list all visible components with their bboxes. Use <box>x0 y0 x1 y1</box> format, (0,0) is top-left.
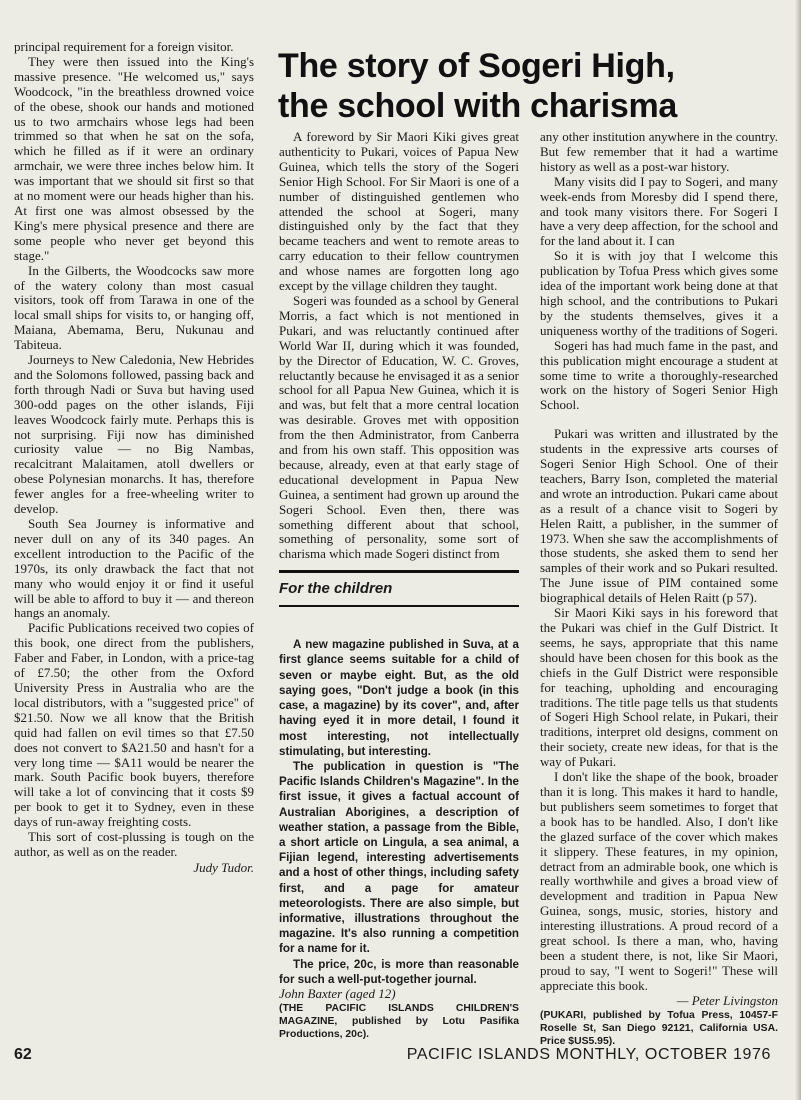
section-divider-bottom <box>279 605 519 607</box>
page-footer <box>14 1046 771 1066</box>
magazine-title: PACIFIC ISLANDS MONTHLY, OCTOBER 1976 <box>406 1046 771 1063</box>
paragraph: The publication in question is "The Pacific Islands Children's Magazine". In the first issue, it gives a factual account of Australian Aborigines, a description of weather station, a passage from the Bible, a short article on Lingula, a sea animal, a Fijian legend, interesting advertisements and a host of other things, including safety first, and a page for amateur meteorologists. There are also simple, but informative, illustrations throughout the magazine. It's also running a competition for a name for it. <box>279 759 519 956</box>
section-title: For the children <box>279 580 393 598</box>
paragraph: principal requirement for a foreign visitor. <box>14 39 234 54</box>
paragraph: any other institution anywhere in the country. But few remember that it had a wartime history as well as a post-war history. <box>540 129 778 174</box>
paragraph: Many visits did I pay to Sogeri, and many week-ends from Moresby did I spend there, and took many visitors there. For Sogeri I have a very deep affection, for the school and for the land about it. I can <box>540 173 778 249</box>
paragraph: South Sea Journey is informative and never dull on any of its 340 pages. An excellent introduction to the Pacific of the 1970s, its only drawback the fact that not many who would enjoy it or find it useful will be able to afford to buy it — and thereon hangs an anomaly. <box>14 516 254 621</box>
reviewer-name: John Baxter (aged 12) <box>279 985 396 1001</box>
paragraph: Sogeri was founded as a school by General Morris, a fact which is not mentioned in Pukari, and was reluctantly continued after World War II, during which it was founded, by the Director of Education, W. C. Groves, reluctantly because he envisaged it as a senior school for all Papua New Guinea, which it is and was, but felt that a more central location was desirable. Groves met with opposition from the then Administrator, from Canberra and from his own staff. This opposition was because, already, even at that early stage of educational development in Papua New Guinea, a sentiment had grown up around the Sogeri School. Even then, there was something different about that school, something of personality, some sort of charisma which made Sogeri distinct from <box>279 292 519 562</box>
page-number: 62 <box>14 1046 32 1063</box>
paragraph-gap <box>540 413 778 427</box>
paragraph: In the Gilberts, the Woodcocks saw more of the watery colony than most casual visitors, took off from Tarawa in one of the local small ships for visits to, or hanging off, Maiana, Abemama, Beru, Nukunau and Tabiteua. <box>14 262 254 353</box>
paragraph: So it is with joy that I welcome this publication by Tofua Press which gives some idea of the important work being done at that high school, and the contributions to Pukari by the students themselves, gives it a uniqueness worthy of the traditions of Sogeri. <box>540 248 778 338</box>
section-divider-top <box>279 570 519 573</box>
paragraph: Sogeri has had much fame in the past, and this publication might encourage a student at some time to write a thoroughly-researched work on the history of Sogeri Senior High School. <box>540 337 778 413</box>
headline-line-1: The story of Sogeri High, <box>278 47 675 85</box>
paragraph: I don't like the shape of the book, broader than it is long. This makes it hard to handle, but publishers seem sometimes to forget that a book has to be handled. Also, I don't like the glazed surface of the cover which makes it slippery. These features, in my opinion, detract from an admirable book, one which is really worthwhile and gives a broad view of development and tradition in Papua New Guinea, songs, music, stories, history and interesting illustrations. A proud record of a great school. Is there a man, who, having been a student there, is not, like Sir Maori, proud to say, "I went to Sogeri!" These will appreciate this book. <box>540 769 778 993</box>
reviewer-byline: — Peter Livingston <box>676 992 778 1008</box>
author-byline: Judy Tudor. <box>193 859 254 875</box>
paragraph: This sort of cost-plussing is tough on the author, as well as on the reader. <box>14 829 254 859</box>
column-right <box>540 130 778 1048</box>
paragraph: The price, 20c, is more than reasonable for such a well-put-together journal. <box>279 957 519 986</box>
paragraph: Pacific Publications received two copies of this book, one direct from the publishers, Faber and Faber, in London, with a price-tag of £7.50; the other from the Oxford University Press in Australia who are the local distributors, with a "suggested price" of $21.50. Now we all know that the British quid had fallen on evil times so that £7.50 does not convert to $A21.50 and hasn't for a very long time — $A11 would be nearer the mark. South Pacific book buyers, therefore will take a lot of convincing that it costs $9 per book to get it to Sydney, even in these days of run-away freighting costs. <box>14 620 254 830</box>
paragraph: Journeys to New Caledonia, New Hebrides and the Solomons followed, passing back and forth through Nadi or Suva but having used 300-odd pages on the other islands, Fiji leaves Woodcock fairly mute. Perhaps this is not surprising. Fiji now has diminished curiosity value — no Big Nambas, recalcitrant Malaitamen, atoll dwellers or obese Polynesian monarchs. It has, therefore fewer angles for a free-wheeling writer to develop. <box>14 352 254 517</box>
paragraph: They were then issued into the King's massive presence. "He welcomed us," says Woodcock, "in the breathless drowned voice of the obese, shook our hands and motioned us to two armchairs whose legs had been trimmed so that when he sat on the sofa, which he filled as if it were an ordinary armchair, we were three inches below him. It was important that we should sit first so that at no moment were our heads higher than his. At first one was almost obsessed by the King's mere physical presence and there are some people who never get beyond this stage." <box>14 53 254 263</box>
paragraph: A foreword by Sir Maori Kiki gives great authenticity to Pukari, voices of Papua New Guinea, which tells the story of the Sogeri Senior High School. For Sir Maori is one of a number of distinguished gentlemen who attended the school at Sogeri, many distinguished only by the fact that they became teachers and went to remote areas to carry education to their fellow countrymen and whose names are forgotten long ago except by the village children they taught. <box>279 129 519 294</box>
article-headline <box>278 46 778 126</box>
publication-credit: (THE PACIFIC ISLANDS CHILDREN'S MAGAZINE, published by Lotu Pasifika Productions, 20c). <box>279 1002 519 1040</box>
paragraph: Pukari was written and illustrated by the students in the expressive arts courses of Sogeri Senior High School. One of their teachers, Barry Ison, completed the material and wrote an introduction. Pukari came about as a result of a chance visit to Sogeri by Helen Raitt, a publisher, in the summer of 1973. When she saw the accomplishments of those students, she asked them to send her samples of their work and so Pukari resulted. The June issue of PIM contained some biographical details of Helen Raitt (p 57). <box>540 426 778 606</box>
column-left <box>14 40 254 876</box>
children-review <box>279 637 519 987</box>
publication-credit: (PUKARI, published by Tofua Press, 10457-F Roselle St, San Diego 92121, California USA. Price $US5.95). <box>540 1009 778 1047</box>
page-edge-shadow <box>795 0 801 1100</box>
paragraph: A new magazine published in Suva, at a first glance seems suitable for a child of seven or maybe eight. But, as the old saying goes, "Don't judge a book (in this case, a magazine) by its cover", and, after having eyed it in more detail, I found it most interesting, not intellectually stimulating, but interesting. <box>279 638 519 758</box>
headline-line-2: the school with charisma <box>278 87 678 125</box>
column-middle <box>279 130 519 1041</box>
paragraph: Sir Maori Kiki says in his foreword that the Pukari was chief in the Gulf District. It seems, he says, appropriate that this name should have been chosen for this book as the chiefs in the Gulf District were responsible for teaching, upholding and encouraging traditions. The title page tells us that students of Sogeri High School relate, in Pukari, their traditions, interpret old designs, comment on their society, create new ideas, for that is the way of Pukari. <box>540 605 778 770</box>
